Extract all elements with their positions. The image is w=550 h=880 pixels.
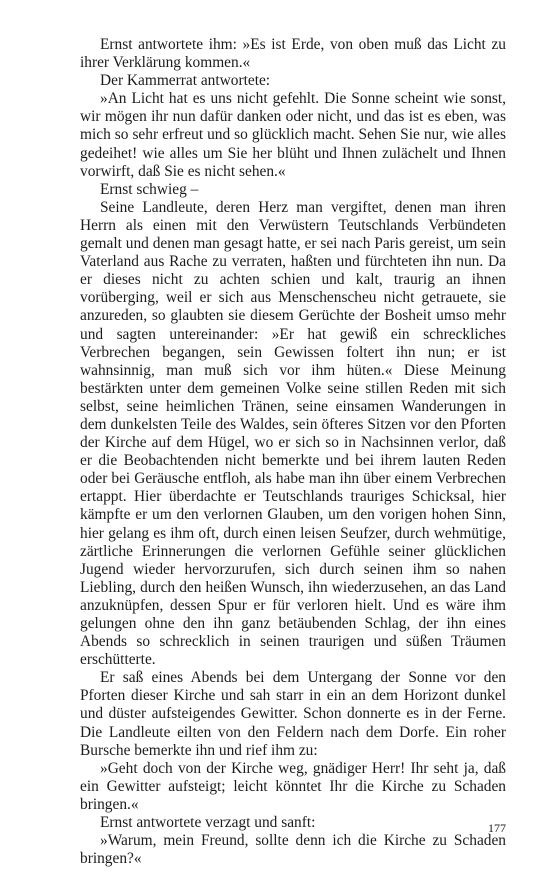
- paragraph: Der Kammerrat antwortete:: [100, 72, 271, 90]
- paragraph: »Warum, mein Freund, sollte denn ich die Kirche zu Schaden bringen?«: [80, 832, 506, 868]
- paragraph: »Geht doch von der Kirche weg, gnädiger Herr! Ihr seht ja, daß ein Gewitter aufsteigt; leicht könntet Ihr die Kirche zu Schaden bringen.«: [80, 759, 506, 813]
- page-number: 177: [488, 821, 506, 835]
- page-body: [80, 36, 506, 868]
- paragraph: »An Licht hat es uns nicht gefehlt. Die Sonne scheint wie sonst, wir mögen ihr nun dafür danken oder nicht, und das ist es eben, was mich so sehr erfreut und so glücklich macht. Sehen Sie nur, wie alles gedeihet! wie alles um Sie her blüht und Ihnen zulächelt und Ihnen vorwirft, daß Sie es nicht sehen.«: [80, 90, 506, 180]
- paragraph: Er saß eines Abends bei dem Untergang der Sonne vor den Pforten dieser Kirche und sah starr in ein an dem Horizont dunkel und düster aufsteigendes Gewitter. Schon donnerte es in der Ferne. Die Landleute eilten von den Feldern nach dem Dorfe. Ein roher Bursche bemerkte ihn und rief ihm zu:: [80, 669, 506, 759]
- paragraph: Ernst schwieg –: [100, 180, 199, 198]
- paragraph: Ernst antwortete verzagt und sanft:: [100, 814, 316, 832]
- paragraph: Seine Landleute, deren Herz man vergiftet, denen man ihren Herrn als einen mit den Verwüstern Teutschlands Verbündeten gemalt und denen man gesagt hatte, er sei nach Paris gereist, um sein Vaterland aus Rache zu verraten, haßten und fürchteten ihn nun. Da er dieses nicht zu achten schien und kalt, traurig an ihnen vorüberging, weil er sich aus Menschenscheu nicht getrauete, sie anzureden, so glaubten sie diesem Gerüchte der Bosheit umso mehr und sagten untereinander: »Er hat gewiß ein schreckliches Verbrechen begangen, sein Gewissen foltert ihn nun; er ist wahnsinnig, man muß sich vor ihm hüten.« Diese Meinung bestärkten unter dem gemeinen Volke seine stillen Reden mit sich selbst, seine heimlichen Tränen, seine einsamen Wanderungen in dem dunkelsten Teile des Waldes, sein öfteres Sitzen vor den Pforten der Kirche auf dem Hügel, wo er sich so in Nachsinnen verlor, daß er die Beobachtenden nicht bemerkte und bei ihrem lauten Reden oder bei Geräusche entfloh, als habe man ihn über einem Verbrechen ertappt. Hier überdachte er Teutschlands trauriges Schicksal, hier kämpfte er um den verlornen Glauben, um den vorigen hohen Sinn, hier gelang es ihm oft, durch einen leisen Seufzer, durch wehmütige, zärtliche Erinnerungen die verlornen Gefühle seiner glücklichen Jugend wieder hervorzurufen, sich durch seinen ihm so nahen Liebling, durch den heißen Wunsch, ihn wiederzusehen, an das Land anzuknüpfen, dessen Spur er für verloren hielt. Und es wäre ihm gelungen ohne den ihn ganz betäubenden Schlag, der ihn eines Abends so schrecklich in seinen traurigen und süßen Träumen erschütterte.: [80, 198, 506, 669]
- paragraph: Ernst antwortete ihm: »Es ist Erde, von oben muß das Licht zu ihrer Verklärung kommen.«: [80, 36, 506, 72]
